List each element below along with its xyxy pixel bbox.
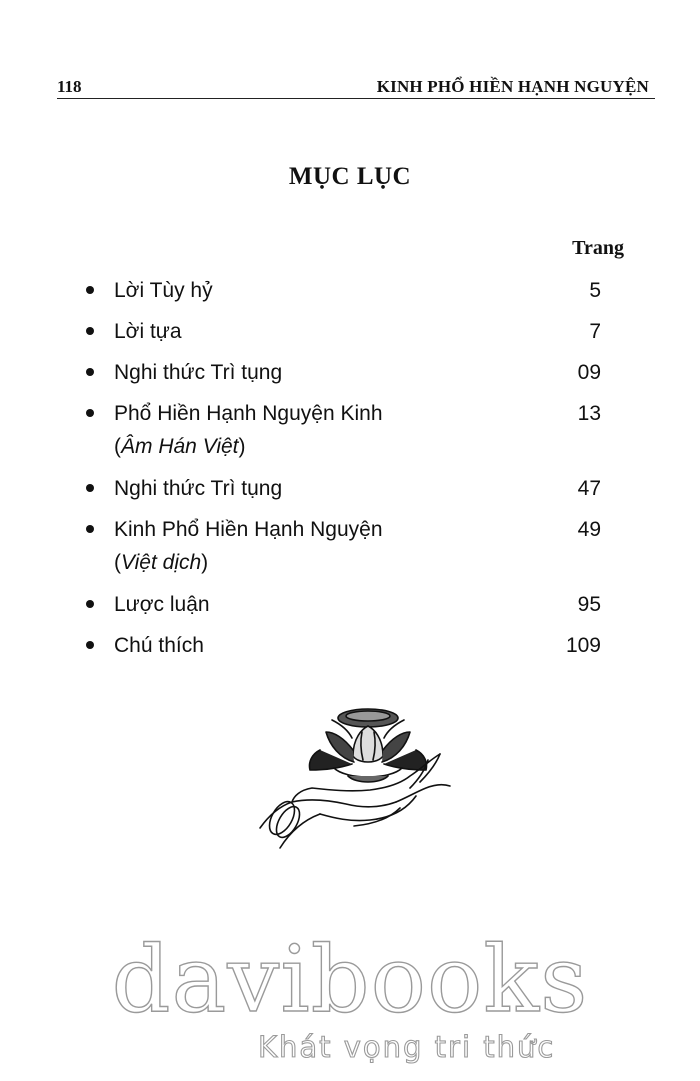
lotus-in-hand-illustration xyxy=(250,692,460,854)
toc-entry-title: Nghi thức Trì tụng xyxy=(114,361,283,384)
page-column-label: Trang xyxy=(572,237,624,259)
bullet-icon xyxy=(86,327,94,335)
toc-entry-title: Lược luận xyxy=(114,593,210,616)
toc-entry-title: Phổ Hiền Hạnh Nguyện Kinh xyxy=(114,402,383,425)
toc-entry-page: 7 xyxy=(589,320,601,343)
toc-entry-page: 47 xyxy=(577,477,601,500)
toc-entry-subtitle: (Việt dịch) xyxy=(114,551,209,574)
bullet-icon xyxy=(86,641,94,649)
toc-entry-page: 13 xyxy=(577,402,601,425)
watermark-brand: davibooks xyxy=(111,926,589,1033)
page-number: 118 xyxy=(57,77,82,96)
running-title: KINH PHỔ HIỀN HẠNH NGUYỆN xyxy=(376,77,649,96)
toc-entry-title: Nghi thức Trì tụng xyxy=(114,477,283,500)
running-header xyxy=(57,74,655,99)
bullet-icon xyxy=(86,484,94,492)
toc-entry-page: 09 xyxy=(577,361,601,384)
watermark-tagline: Khát vọng tri thức xyxy=(258,1030,556,1064)
bullet-icon xyxy=(86,368,94,376)
toc-entry-page: 5 xyxy=(589,279,601,302)
toc-entry-page: 49 xyxy=(577,518,601,541)
toc-entry-title: Lời Tùy hỷ xyxy=(114,279,213,302)
toc-entry-page: 95 xyxy=(577,593,601,616)
toc-entry-title: Kinh Phổ Hiền Hạnh Nguyện xyxy=(114,518,383,541)
toc-entry-page: 109 xyxy=(565,634,601,657)
toc-entry-title: Lời tựa xyxy=(114,320,182,343)
bullet-icon xyxy=(86,525,94,533)
bullet-icon xyxy=(86,409,94,417)
toc-entry-title: Chú thích xyxy=(114,634,204,657)
toc-entry-subtitle: (Âm Hán Việt) xyxy=(114,435,246,458)
bullet-icon xyxy=(86,600,94,608)
page-title: MỤC LỤC xyxy=(288,163,412,190)
bullet-icon xyxy=(86,286,94,294)
